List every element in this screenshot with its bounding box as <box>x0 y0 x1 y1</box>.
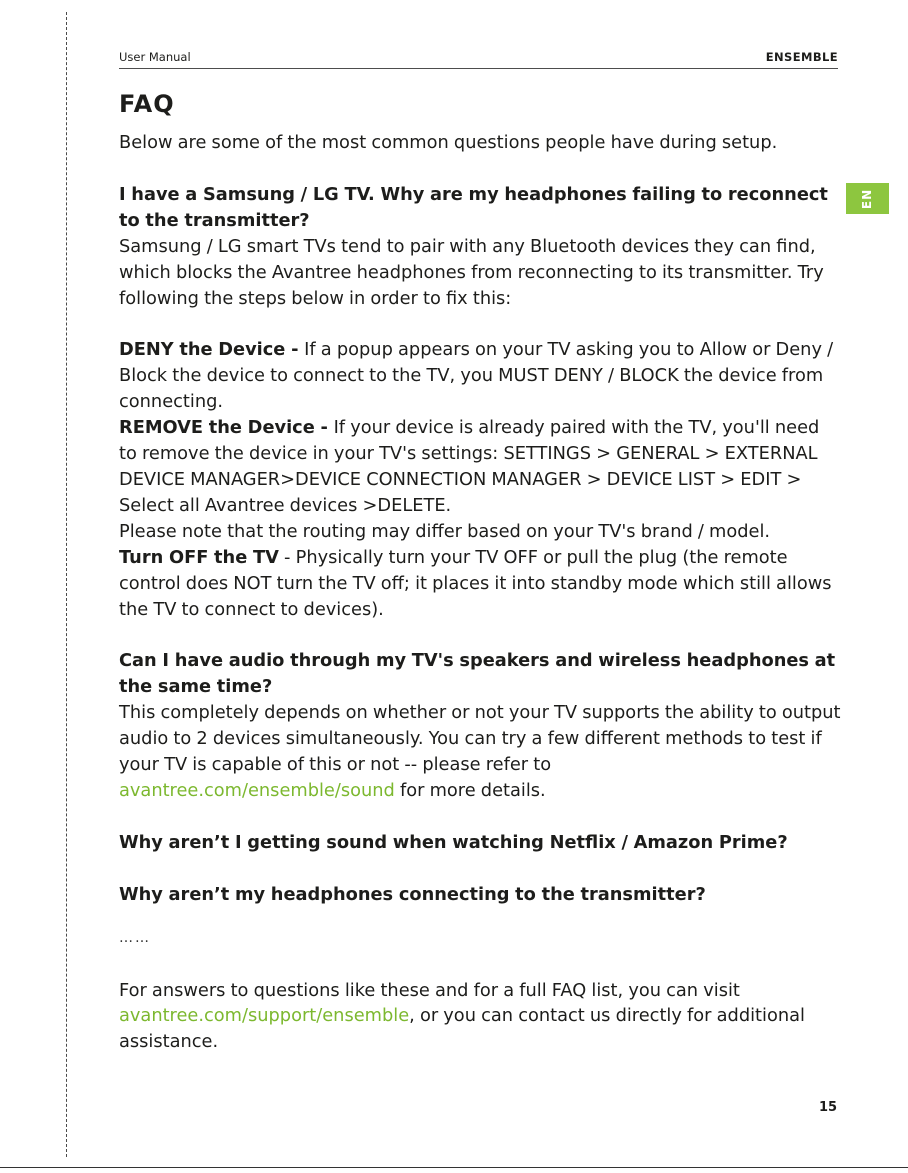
step-remove-text: If your device is already paired with the TV, you'll need to remove the device in your TV's settings: SETTINGS > GENERAL > EXTERNAL DEVICE MANAGER>DEVICE CONNECTION MANAGER > DEVICE LIST > EDIT > Select all Avantree devices >DELETE. <box>119 417 820 516</box>
spacer <box>119 156 841 182</box>
closing-text-end: , or you can contact us directly for additional assistance. <box>119 1005 805 1053</box>
page-header <box>119 48 838 69</box>
closing-text: For answers to questions like these and for a full FAQ list, you can visit <box>119 979 740 1001</box>
cut-line <box>66 12 67 1157</box>
spacer <box>119 804 841 830</box>
step-remove-label: REMOVE the Device <box>119 417 315 439</box>
spacer <box>119 622 841 648</box>
step-separator: - <box>314 417 334 439</box>
step-turn-off-text: Physically turn your TV OFF or pull the plug (the remote control does NOT turn the TV off; it places it into standby mode which still allows the TV to connect to devices). <box>119 546 832 620</box>
language-tab <box>846 183 889 214</box>
sound-link[interactable]: avantree.com/ensemble/sound <box>119 779 395 801</box>
spacer <box>119 856 841 882</box>
answer-text-end: for more details. <box>394 779 546 801</box>
routing-note: Please note that the routing may differ based on your TV's brand / model. <box>119 520 771 542</box>
bottom-rule <box>0 1167 908 1168</box>
page-title: FAQ <box>119 90 175 118</box>
page-content <box>119 88 841 1055</box>
header-manual-label: User Manual <box>119 50 191 64</box>
spacer <box>119 908 841 926</box>
step-turn-off-tv <box>119 545 841 623</box>
spacer <box>119 311 841 337</box>
page-number: 15 <box>819 1100 838 1115</box>
language-tab-label: EN <box>860 188 875 209</box>
answer-text: This completely depends on whether or not your TV supports the ability to output audio to 2 devices simultaneously. You can try a few different methods to test if your TV is capable of this or not -- please refer to <box>119 702 841 776</box>
step-deny-device <box>119 337 841 415</box>
step-turn-off-label: Turn OFF the TV <box>119 546 279 568</box>
intro-text: Below are some of the most common questions people have during setup. <box>119 132 778 153</box>
step-deny-text: If a popup appears on your TV asking you to Allow or Deny / Block the device to connect to the TV, you MUST DENY / BLOCK the device from connecting. <box>119 339 834 413</box>
faq-question-netflix-sound: Why aren’t I getting sound when watching Netflix / Amazon Prime? <box>119 831 788 853</box>
spacer <box>119 952 841 978</box>
step-separator: - <box>285 339 305 361</box>
step-deny-label: DENY the Device <box>119 339 286 361</box>
faq-question-samsung-lg: I have a Samsung / LG TV. Why are my headphones failing to reconnect to the transmitter? <box>119 183 828 231</box>
closing-paragraph <box>119 978 841 1056</box>
faq-question-speakers-headphones: Can I have audio through my TV's speakers and wireless headphones at the same time? <box>119 650 836 698</box>
step-remove-device <box>119 415 841 519</box>
support-link[interactable]: avantree.com/support/ensemble <box>119 1005 410 1027</box>
step-separator: - <box>278 546 296 568</box>
header-product-name: ENSEMBLE <box>765 50 838 64</box>
faq-answer-speakers-headphones <box>119 700 841 804</box>
faq-question-headphones-connecting: Why aren’t my headphones connecting to the transmitter? <box>119 883 706 905</box>
faq-answer-samsung-lg: Samsung / LG smart TVs tend to pair with any Bluetooth devices they can find, which blocks the Avantree headphones from reconnecting to its transmitter. Try following the steps below in order to fix this: <box>119 235 824 309</box>
ellipsis: …… <box>119 929 151 946</box>
